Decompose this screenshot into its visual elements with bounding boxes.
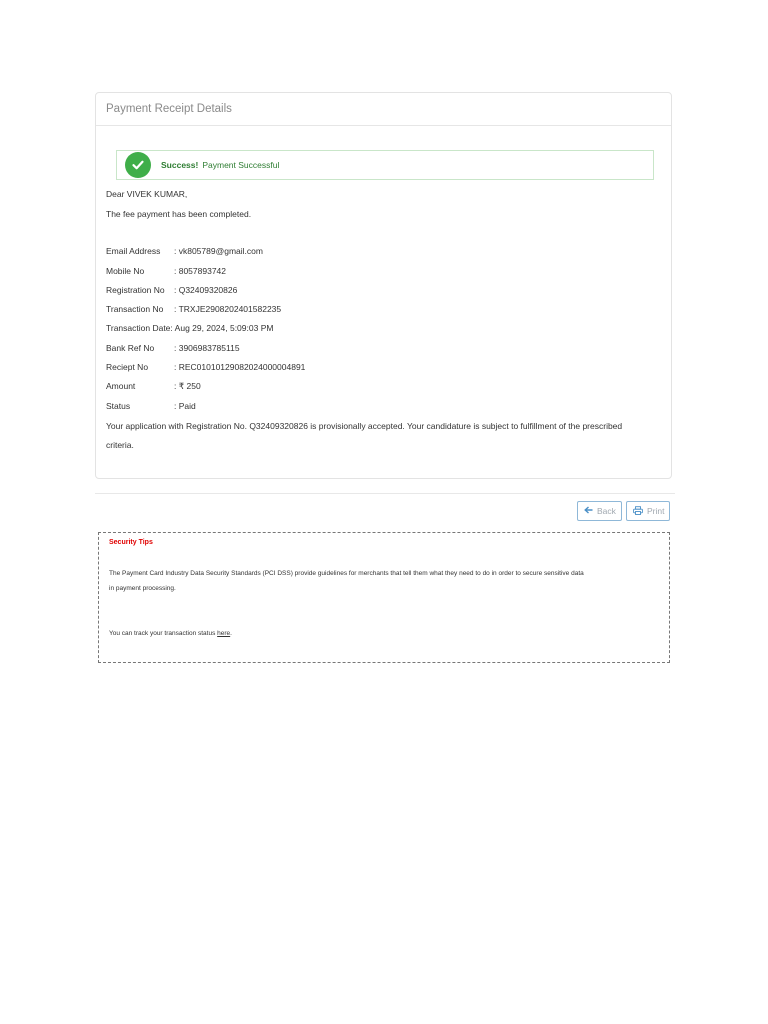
detail-row-bank-ref (106, 343, 240, 353)
detail-row-amount (106, 381, 201, 392)
greeting: Dear VIVEK KUMAR, (106, 189, 188, 199)
detail-value: : REC01010129082024000004891 (174, 362, 306, 372)
track-prefix: You can track your transaction status (109, 630, 218, 637)
detail-value: : ₹ 250 (174, 381, 201, 391)
back-label: Back (597, 506, 616, 516)
detail-row-transaction-date (106, 323, 273, 333)
print-button[interactable] (626, 501, 670, 521)
detail-label: Mobile No (106, 266, 145, 276)
print-label: Print (647, 506, 665, 516)
provisional-note-line2: criteria. (106, 440, 134, 450)
detail-row-email (106, 246, 263, 256)
detail-value: : Q32409320826 (174, 285, 238, 295)
alert-message: Payment Successful (202, 160, 280, 170)
detail-row-status (106, 401, 196, 411)
provisional-note-line1: Your application with Registration No. Q32409320826 is provisionally accepted. Your candidature is subject to fulfillment of the prescribed (106, 421, 623, 431)
tips-text-line1: The Payment Card Industry Data Security Standards (PCI DSS) provide guidelines for merchants that tell them what they need to do in order to secure sensitive data (109, 570, 584, 577)
back-button[interactable] (577, 501, 622, 521)
divider (95, 493, 675, 494)
success-alert (116, 150, 654, 180)
printer-icon (633, 506, 643, 517)
panel-title: Payment Receipt Details (106, 103, 232, 115)
tips-title: Security Tips (109, 539, 153, 546)
detail-label: Transaction Date (106, 323, 171, 333)
detail-row-transaction-no (106, 304, 281, 314)
detail-value: : 3906983785115 (174, 343, 240, 353)
detail-label: Bank Ref No (106, 343, 155, 353)
detail-row-registration (106, 285, 237, 295)
track-suffix: . (230, 630, 232, 637)
detail-row-receipt (106, 362, 305, 372)
receipt-panel (95, 92, 672, 479)
panel-heading (96, 93, 671, 126)
track-status-text (109, 626, 659, 641)
detail-label: Status (106, 401, 131, 411)
detail-label: Registration No (106, 285, 165, 295)
detail-label: Transaction No (106, 304, 164, 314)
check-circle-icon (125, 152, 151, 178)
detail-value: : TRXJE2908202401582235 (174, 304, 282, 314)
detail-label: Reciept No (106, 362, 149, 372)
detail-value: : vk805789@gmail.com (174, 246, 263, 256)
detail-label: Amount (106, 381, 136, 391)
completion-text: The fee payment has been completed. (106, 209, 252, 219)
security-tips-box (98, 532, 670, 663)
detail-label: Email Address (106, 246, 161, 256)
track-status-link[interactable]: here (217, 630, 231, 637)
detail-value: : Aug 29, 2024, 5:09:03 PM (170, 323, 274, 333)
detail-value: : 8057893742 (174, 266, 226, 276)
tips-text-line2: in payment processing. (109, 585, 176, 592)
detail-row-mobile (106, 266, 226, 276)
arrow-left-icon (584, 506, 593, 516)
tips-text (109, 566, 659, 596)
alert-strong: Success! (161, 160, 199, 170)
detail-value: : Paid (174, 401, 196, 411)
